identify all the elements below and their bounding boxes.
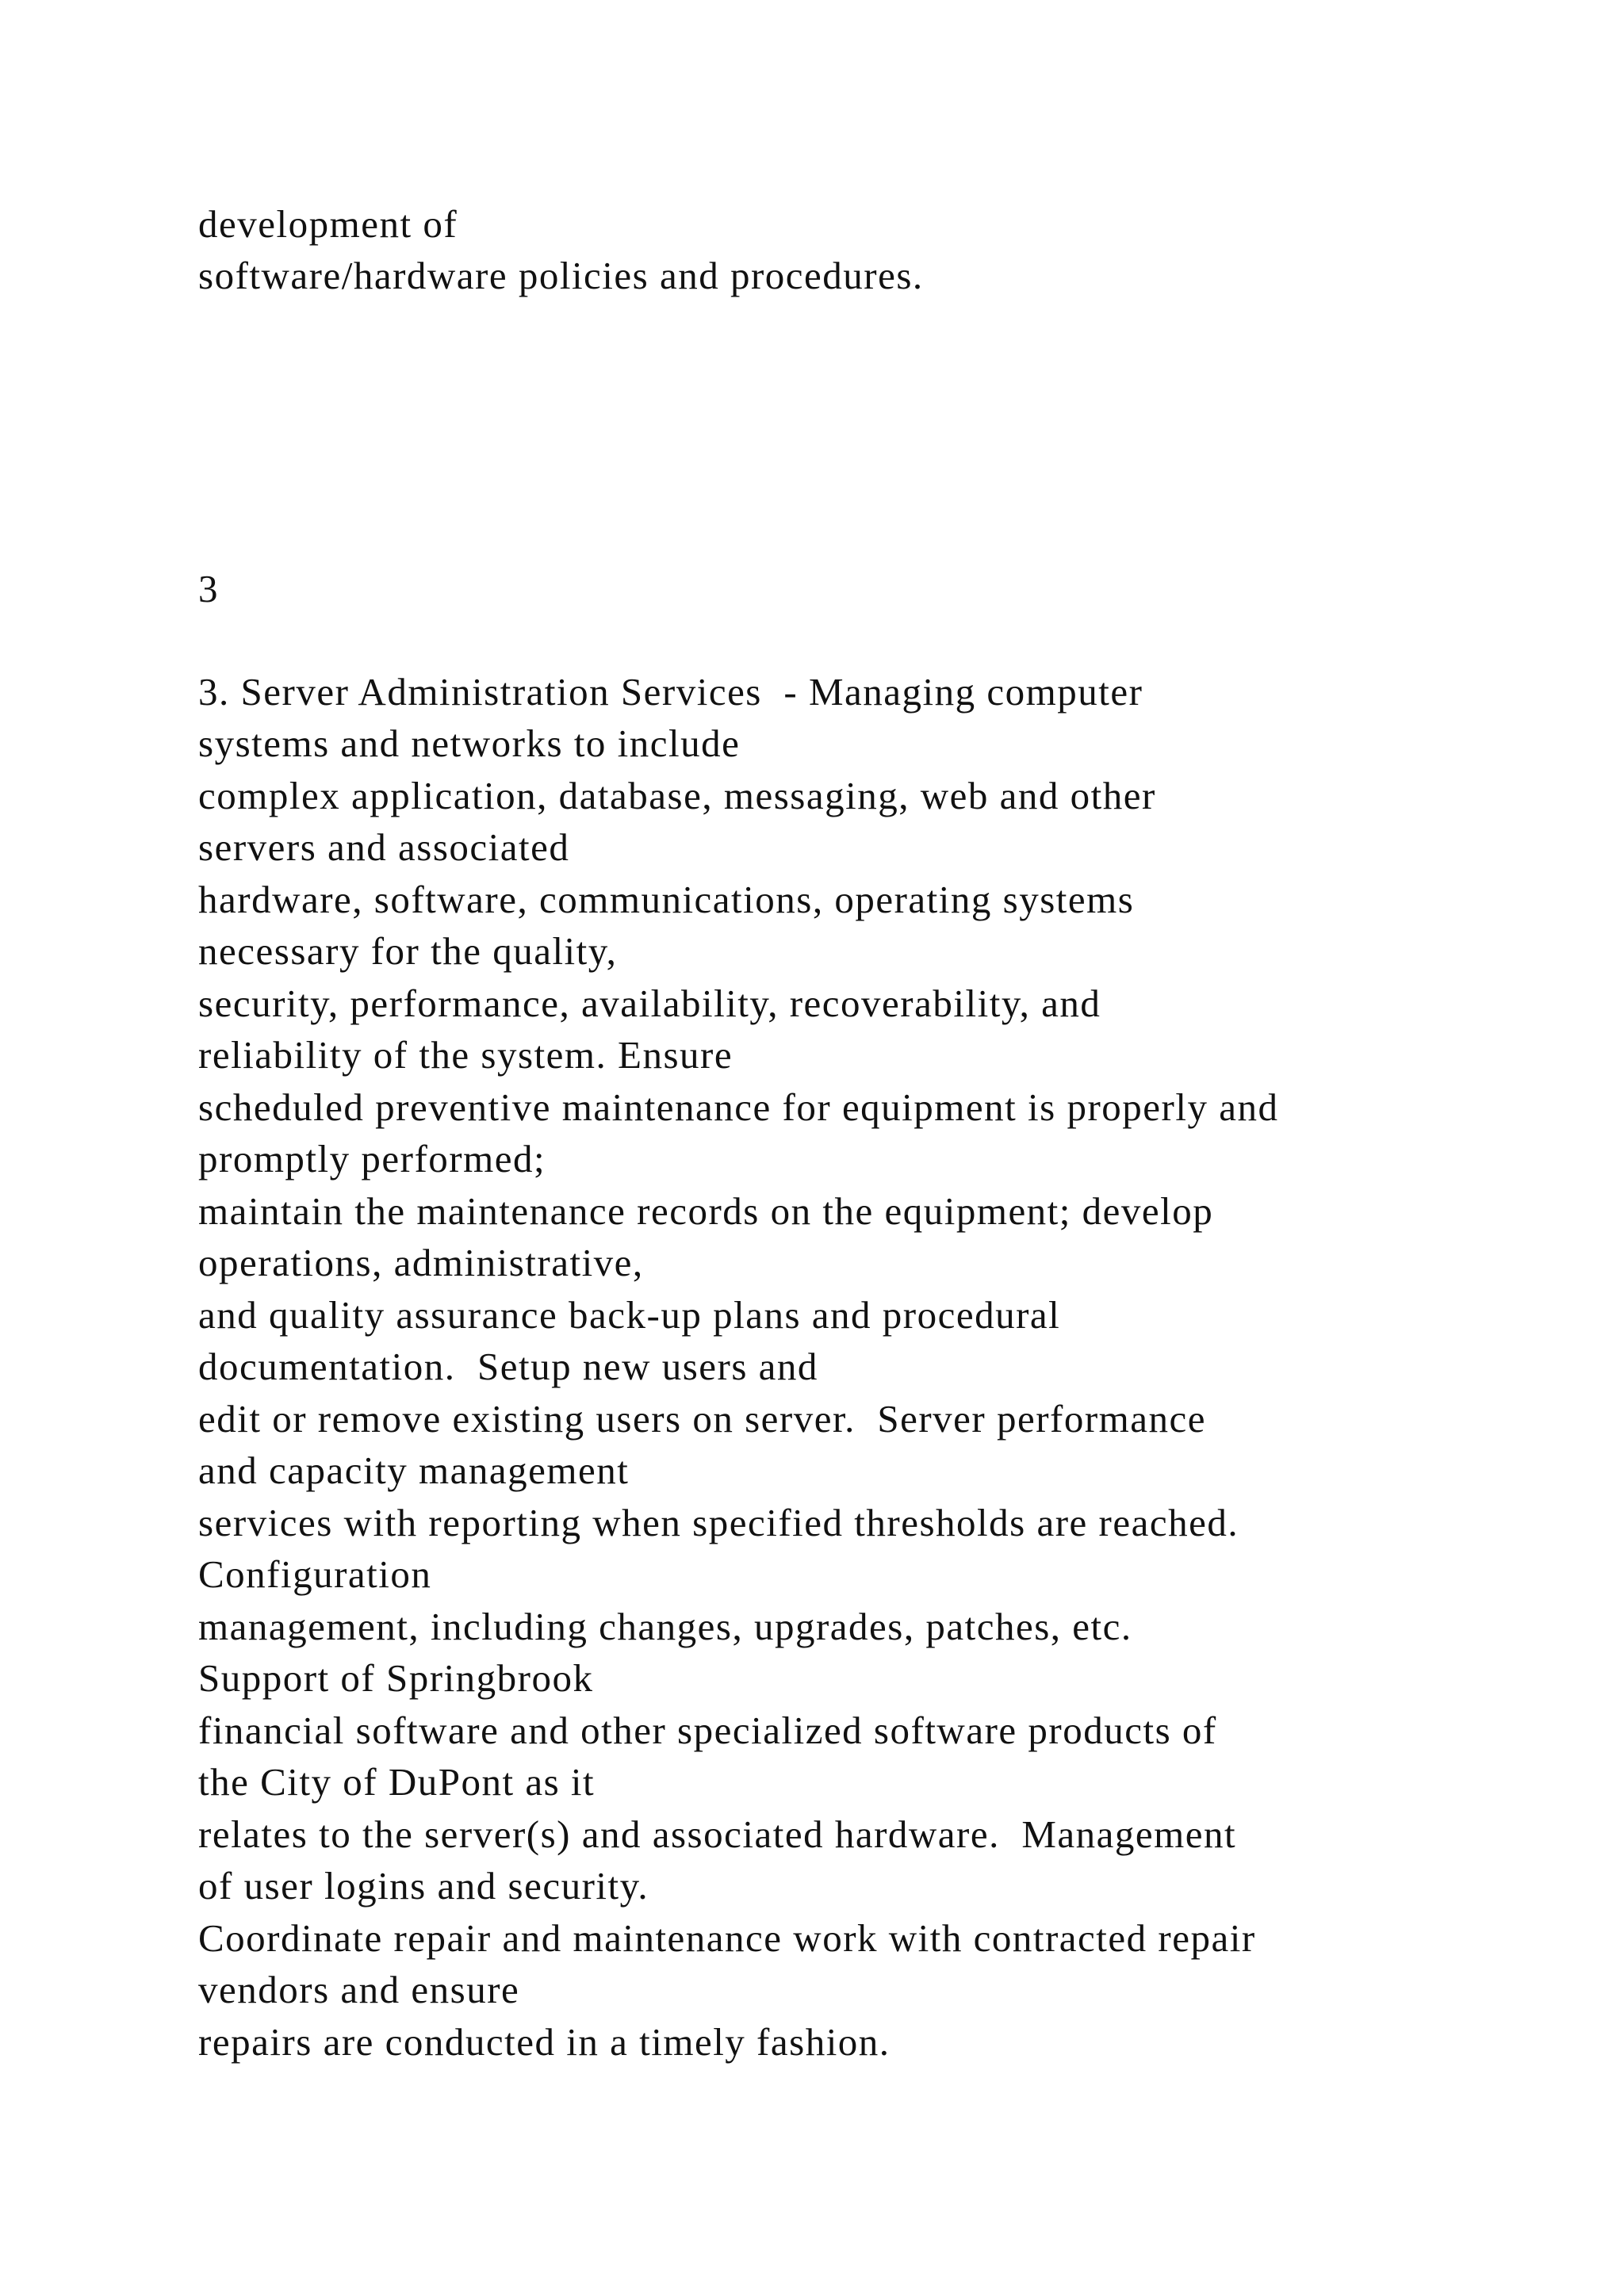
section-line: repairs are conducted in a timely fashion. [198, 2020, 891, 2064]
section-line: edit or remove existing users on server. Server performance [198, 1397, 1207, 1441]
section-line: 3. Server Administration Services - Managing computer [198, 670, 1143, 714]
section-line: Configuration [198, 1552, 432, 1596]
section-line: complex application, database, messaging, web and other [198, 774, 1156, 817]
section-line: management, including changes, upgrades, patches, etc. [198, 1605, 1132, 1648]
section-line: and capacity management [198, 1448, 630, 1492]
section-line: and quality assurance back-up plans and procedural [198, 1293, 1061, 1337]
section-line: Support of Springbrook [198, 1656, 594, 1700]
section-line: the City of DuPont as it [198, 1760, 596, 1804]
page-number: 3 [198, 567, 219, 610]
section-line: services with reporting when specified thresholds are reached. [198, 1501, 1239, 1544]
section-line: of user logins and security. [198, 1864, 649, 1908]
intro-line: development of [198, 202, 458, 246]
section-line: vendors and ensure [198, 1968, 520, 2011]
section-line: reliability of the system. Ensure [198, 1033, 733, 1077]
section-line: financial software and other specialized software products of [198, 1709, 1217, 1752]
section-line: maintain the maintenance records on the equipment; develop [198, 1189, 1214, 1233]
section-line: promptly performed; [198, 1137, 546, 1181]
section-line: necessary for the quality, [198, 929, 618, 973]
section-line: documentation. Setup new users and [198, 1345, 818, 1388]
section-line: servers and associated [198, 825, 570, 869]
section-line: scheduled preventive maintenance for equipment is properly and [198, 1085, 1279, 1129]
section-line: operations, administrative, [198, 1241, 644, 1284]
section-line: systems and networks to include [198, 721, 741, 765]
section-line: security, performance, availability, recoverability, and [198, 982, 1101, 1025]
section-line: Coordinate repair and maintenance work with contracted repair [198, 1916, 1256, 1960]
section-line: relates to the server(s) and associated hardware. Management [198, 1812, 1237, 1856]
intro-line: software/hardware policies and procedures. [198, 254, 924, 297]
section-line: hardware, software, communications, operating systems [198, 878, 1135, 921]
